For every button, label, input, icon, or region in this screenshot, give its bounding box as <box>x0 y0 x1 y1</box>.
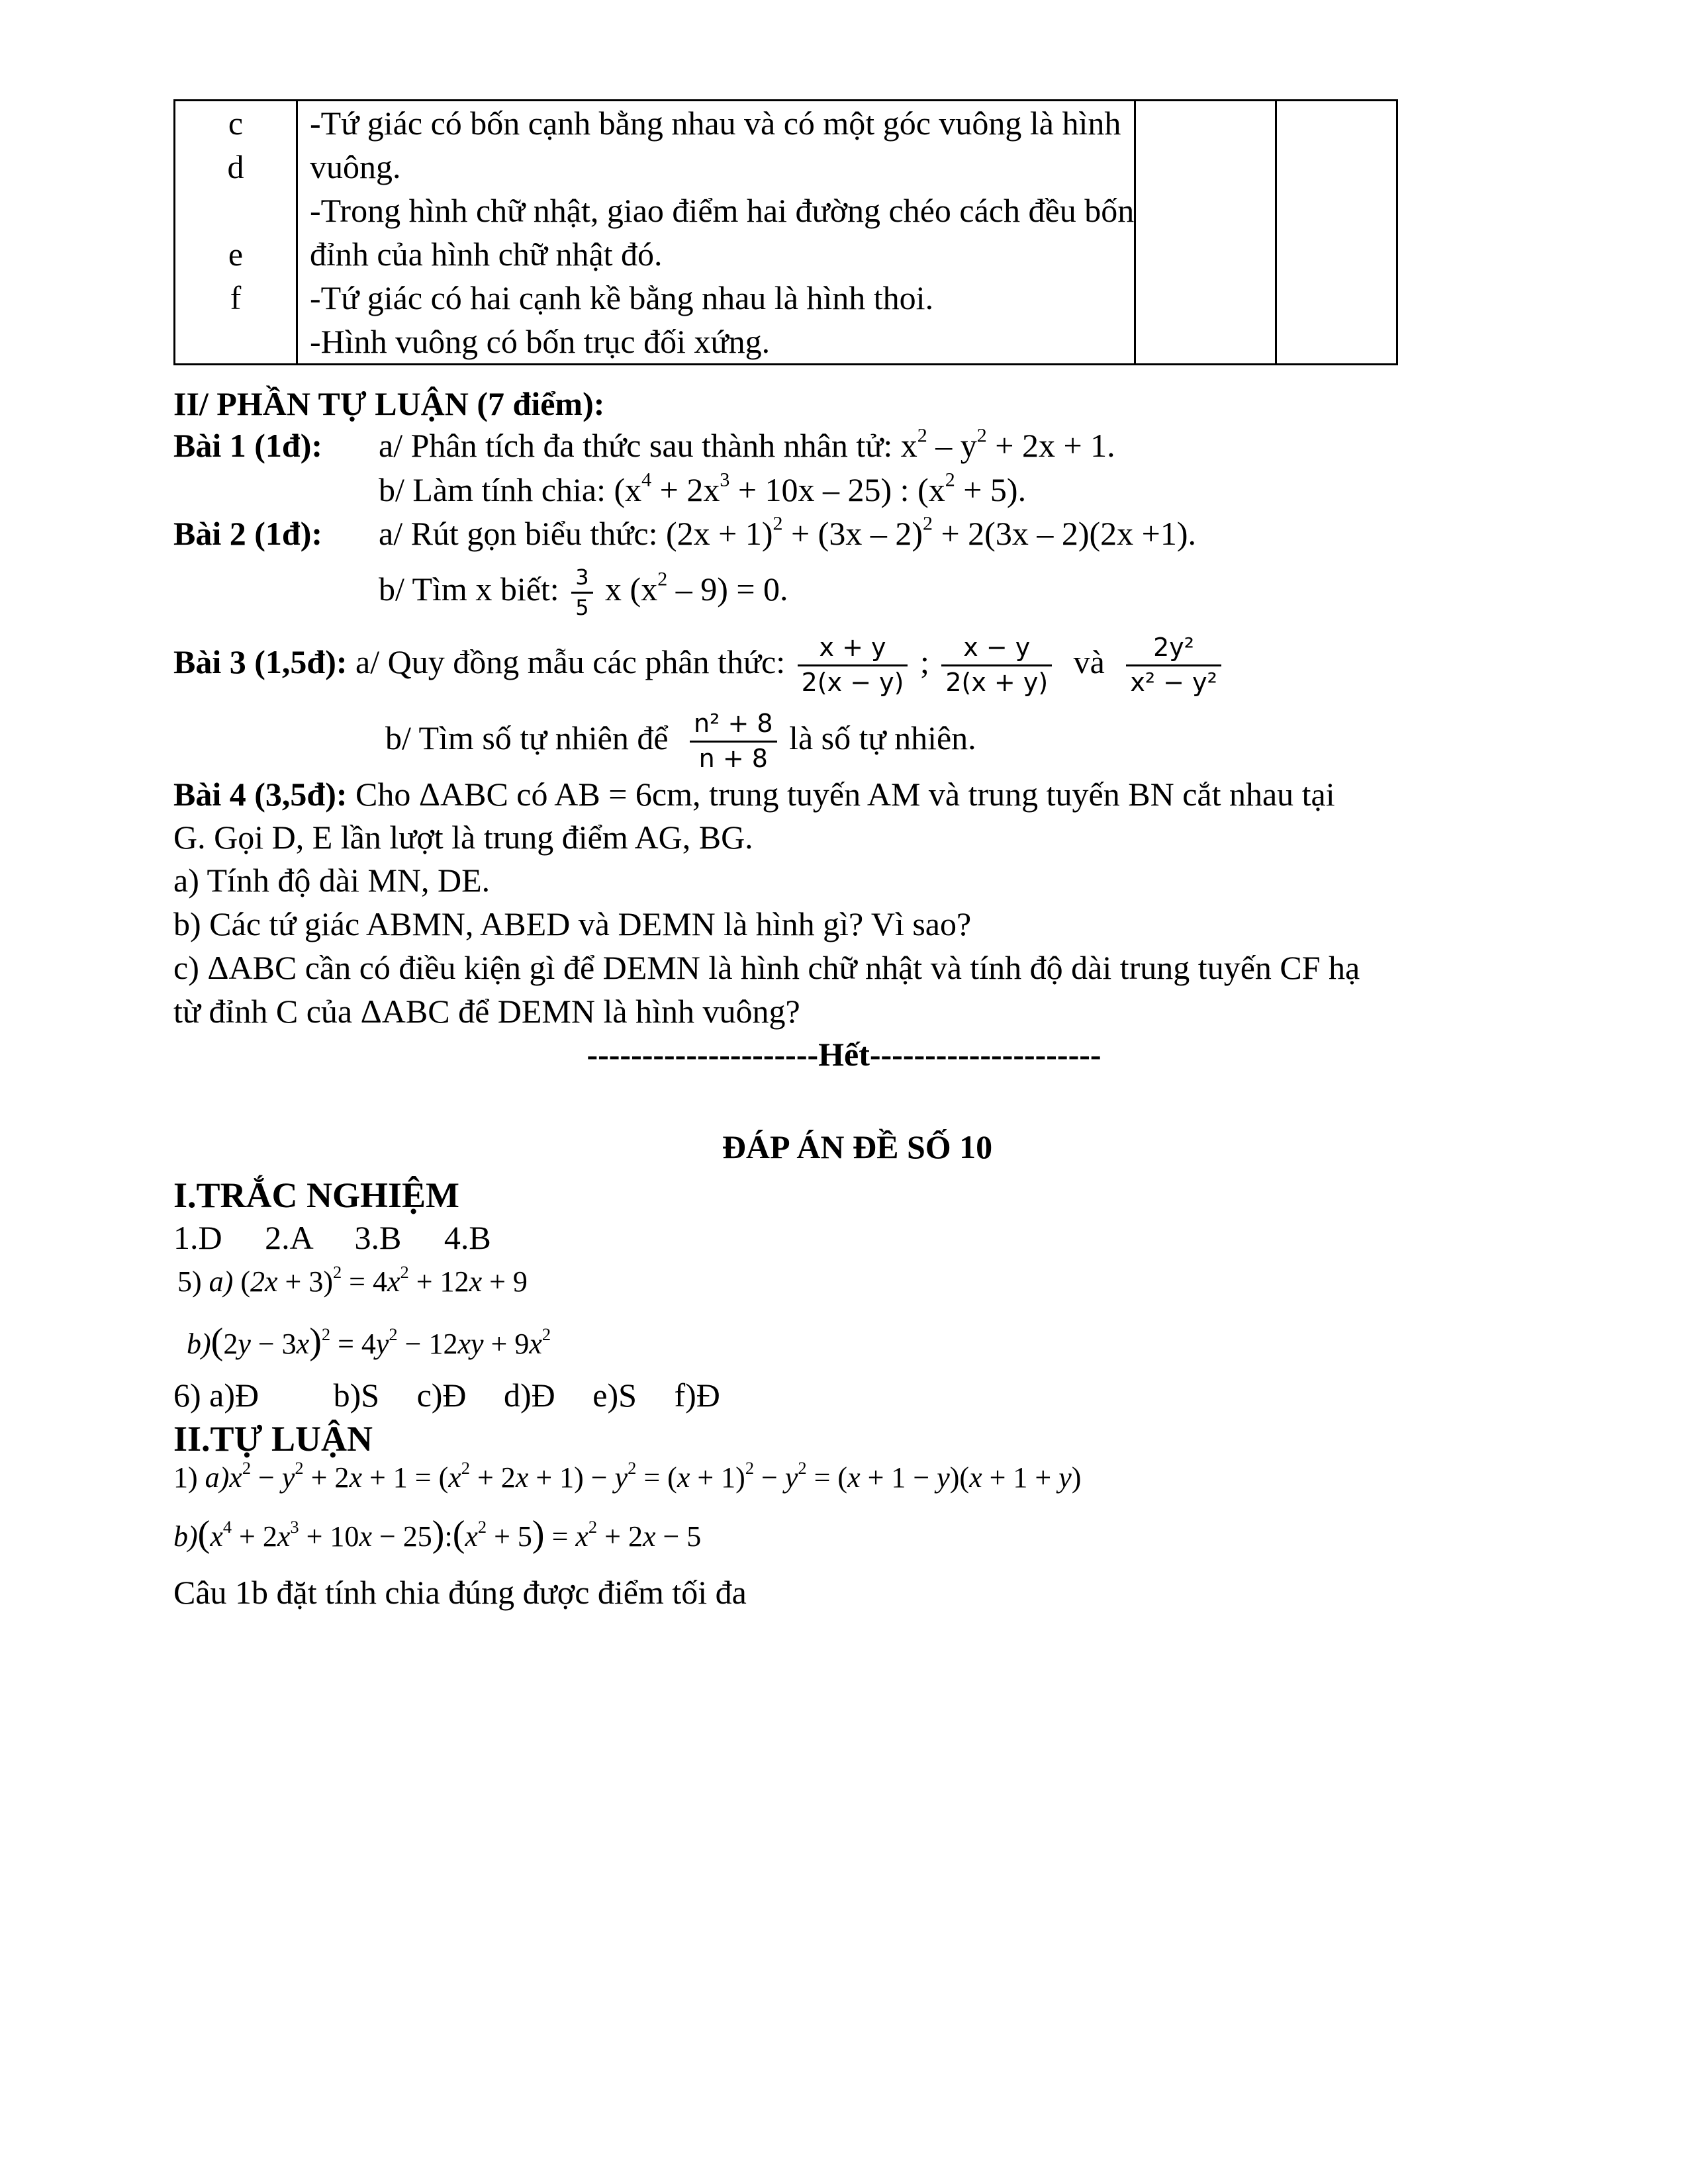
bai1-b-expr: $(x^4 + 2x^3 + 10x - 25)$ : $(x^2 + 5)$. <box>614 469 1027 508</box>
letter-f: f <box>230 279 242 316</box>
letter-e: e <box>228 236 244 273</box>
part2-heading: II/ PHẦN TỰ LUẬN (7 điểm): <box>173 385 605 422</box>
bai1-b <box>379 471 1026 510</box>
bai1-b-text: b/ Làm tính chia: <box>379 471 606 508</box>
answer-false-column <box>1276 101 1397 365</box>
word-and: và <box>1073 643 1105 680</box>
q6-answer: 6) a)Đ <box>173 1377 259 1414</box>
statement-texts <box>297 101 1135 365</box>
bai4-a: a) Tính độ dài MN, DE. <box>173 862 491 899</box>
bai4-line1 <box>173 776 1335 814</box>
bai4-text1: Cho ΔABC có AB = 6cm, trung tuyến AM và trung tuyến BN cắt nhau tại <box>355 776 1335 813</box>
bai2-b-expr: x $(x^2 - 9) = 0$. <box>605 568 788 608</box>
bai3-b-tail: là số tự nhiên. <box>789 719 976 756</box>
letter-d: d <box>227 148 244 185</box>
q6-answers <box>173 1377 720 1415</box>
mc-answer: 1.D <box>173 1219 222 1256</box>
bai4-c1: c) ΔABC cần có điều kiện gì để DEMN là hình chữ nhật và tính độ dài trung tuyến CF hạ <box>173 949 1360 986</box>
bai2-a-text: a/ Rút gọn biểu thức: <box>379 515 658 552</box>
bai2-b-text: b/ Tìm x biết: <box>379 570 559 608</box>
answer-1b: $b)(x^4 + 2x^3 + 10x$ − $25):(x^2 + 5) = x^2 + 2x - 5$ <box>173 1514 702 1555</box>
end-line: ---------------------Hết--------------------- <box>586 1036 1102 1073</box>
bai3-b-text: b/ Tìm số tự nhiên để <box>385 719 669 756</box>
bai3-a-text: a/ Quy đồng mẫu các phân thức: <box>355 643 786 680</box>
q6-answer: c)Đ <box>416 1377 467 1414</box>
bai3-a <box>173 625 1225 698</box>
statement-line: -Tứ giác có bốn cạnh bằng nhau và có một góc vuông là hình <box>310 105 1121 142</box>
letter-blank <box>175 320 296 363</box>
q6-answer: b)S <box>333 1377 380 1414</box>
statement-line: -Hình vuông có bốn trục đối xứng. <box>310 323 771 360</box>
bai2-b <box>379 556 788 622</box>
answer-5b: $b)(2y - 3x)^2 = 4y^2 - 12xy + 9x^2$ <box>187 1321 551 1362</box>
answers-title: ĐÁP ÁN ĐỀ SỐ 10 <box>722 1128 993 1165</box>
bai1-a <box>379 424 1115 465</box>
bai4-label: Bài 4 (3,5đ): <box>173 776 348 813</box>
q6-answer: f)Đ <box>674 1377 720 1414</box>
statement-line: -Tứ giác có hai cạnh kề bằng nhau là hình thoi. <box>310 279 934 316</box>
fraction-3: $\frac{\text{2y²}}{\text{x² − y²}}$ <box>1126 634 1221 697</box>
section2-heading: II.TỰ LUẬN <box>173 1419 373 1459</box>
fraction-2: $\frac{x - y}{2(x + y)}$ <box>941 634 1052 697</box>
bai1-label: Bài 1 (1đ): <box>173 427 322 464</box>
bai2-label: Bài 2 (1đ): <box>173 515 322 552</box>
answer-1a: 1) $a)x^2 - y^2 + 2x + 1 = (x^2 + 2x + 1) - y^2 = (x + 1)^2 - y^2 = (x + 1 - y)(x + 1 + y)$ <box>173 1458 1082 1494</box>
letter-blank <box>175 189 296 232</box>
bai3-b <box>385 702 976 774</box>
mc-answer: 4.B <box>444 1219 491 1256</box>
q6-answer: e)S <box>592 1377 637 1414</box>
fraction-4: $\frac{\text{n² + 8}}{n + 8}$ <box>690 710 777 773</box>
statement-letters <box>175 101 297 365</box>
bai2-a <box>379 512 1196 553</box>
fraction-three-fifths: $\frac{3}{5}$ <box>571 566 592 619</box>
mc-answer: 3.B <box>354 1219 402 1256</box>
section1-heading: I.TRẮC NGHIỆM <box>173 1175 460 1215</box>
bai4-b: b) Các tứ giác ABMN, ABED và DEMN là hình gì? Vì sao? <box>173 905 972 942</box>
statement-line: -Trong hình chữ nhật, giao điểm hai đường chéo cách đều bốn <box>310 192 1135 229</box>
bai4-c2: từ đỉnh C của ΔABC để DEMN là hình vuông? <box>173 993 800 1030</box>
bai3-label: Bài 3 (1,5đ): <box>173 643 348 680</box>
bai1-a-text: a/ Phân tích đa thức sau thành nhân tử: <box>379 427 893 464</box>
bai4-line2: G. Gọi D, E lần lượt là trung điểm AG, BG. <box>173 819 753 856</box>
mc-answers <box>173 1219 491 1257</box>
answer-true-column <box>1135 101 1276 365</box>
mc-answer: 2.A <box>265 1219 312 1256</box>
fraction-separator: ; <box>919 643 929 680</box>
answer-note: Câu 1b đặt tính chia đúng được điểm tối đa <box>173 1574 747 1611</box>
true-false-table <box>173 99 1398 365</box>
statement-line: vuông. <box>310 148 401 185</box>
answer-5a: 5) a) $(2x + 3)^2 = 4x^2 + 12x + 9$ <box>177 1262 528 1298</box>
bai2-a-expr: $(2x + 1)^2 + (3x - 2)^2 + 2(3x - 2)(2x +1)$. <box>665 512 1196 552</box>
q6-answer: d)Đ <box>504 1377 555 1414</box>
bai1-a-expr: $x^2 - y^2 + 2x + 1$. <box>900 424 1115 464</box>
statement-line: đỉnh của hình chữ nhật đó. <box>310 236 663 273</box>
letter-c: c <box>228 105 244 142</box>
fraction-1: $\frac{x + y}{2(x - y)}$ <box>798 634 908 697</box>
